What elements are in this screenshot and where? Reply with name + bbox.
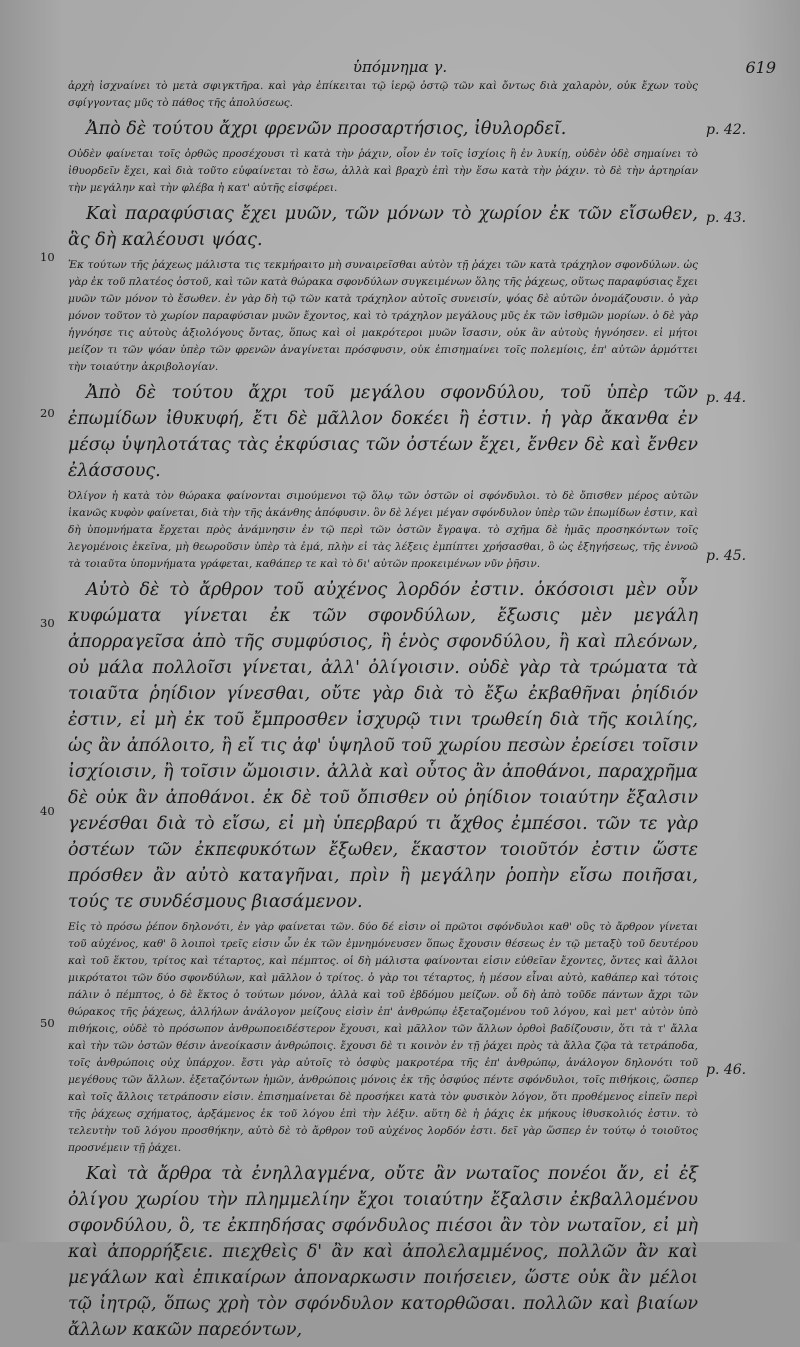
text-column	[68, 78, 698, 1347]
lemma-paragraph: Καὶ παραφύσιας ἔχει μυῶν, τῶν μόνων τὸ χωρίον ἐκ τῶν εἴσωθεν, ἃς δὴ καλέουσι ψόας.	[68, 204, 698, 250]
lemma-paragraph: Καὶ τὰ ἄρθρα τὰ ἐνηλλαγμένα, οὔτε ἂν νωταῖος πονέοι ἄν, εἰ ἐξ ὀλίγου χωρίου τὴν πλημμελίην ἔχοι τοιαύτην ἔξαλσιν ἐκβαλλομένου σφονδύλου, ὃ, τε ἐκπηδήσας σφόνδυλος πιέσοι ἂν τὸν νωταῖον, εἰ μὴ καὶ ἀπορρήξειε. πιεχθεὶς δ' ἂν καὶ ἀπολελαμμένος, πολλῶν ἂν καὶ μεγάλων καὶ ἐπικαίρων ἀποναρκωσιν ποιήσειεν, ὥστε οὐκ ἂν μέλοι τῷ ἰητρῷ, ὅπως χρὴ τὸν σφόνδυλον κατορθῶσαι. πολλῶν καὶ βιαίων ἄλλων κακῶν παρεόντων,	[68, 1164, 698, 1340]
page-number: 619	[745, 58, 776, 77]
margin-page-reference: p. 42.	[706, 122, 747, 138]
running-title: ὑπόμνημα γ.	[352, 58, 448, 76]
commentary-paragraph: Ἐκ τούτων τῆς ῥάχεως μάλιστα τις τεκμήραιτο μὴ συναιρεῖσθαι αὐτὸν τῇ ῥάχει τῶν κατὰ τράχηλον σφονδύλων. ὡς γὰρ ἐκ τοῦ πλατέος ὀστοῦ, καὶ τῶν κατὰ θώρακα σφονδύλων συγκειμένων ὅλης τῆς ῥάχεως, οὕτως παραφύσιας ἔχει μυῶν τῶν μόνον τὸ ἔσωθεν. ἐν γὰρ δὴ τῷ τῶν κατὰ τράχηλον αὐτοῖς συνεισίν, ψόας δὲ αὐτῶν ὀνομάζουσιν. ὁ γὰρ μόνον τοῦτον τὸ χωρίον παραφύσιαν μυῶν ἔχοντος, καὶ τὸ τράχηλον μεγάλους μῦς ἐκ τῶν ἰσθμῶν μορίων. ὁ δὲ γὰρ ἠγνόησε τις αὐτοὺς ἀξιολόγους ὄντας, ὅπως καὶ οἱ μακρότεροι μυῶν ἴσασιν, οὐκ ἂν αὐτοὺς ἠγνόησεν. εἰ μήτοι μείζον τι τῶν ψόαν ὑπὲρ τῶν φρενῶν ἀναγίνεται πρόσφυσιν, οὐκ ἐπισημαίνει τοῖς πολεμίοις, ἐπ' αὐτῶν ἁρμόττει τὴν τοιαύτην ἀκριβολογίαν.	[68, 259, 698, 373]
lemma-paragraph: Ἀπὸ δὲ τούτου ἄχρι φρενῶν προσαρτήσιος, ἰθυλορδεῖ.	[86, 119, 567, 139]
margin-page-reference: p. 44.	[706, 390, 747, 406]
lemma-paragraph: Ἀπὸ δὲ τούτου ἄχρι τοῦ μεγάλου σφονδύλου, τοῦ ὑπὲρ τῶν ἐπωμίδων ἰθυκυφή, ἔτι δὲ μᾶλλον δοκέει ἢ ἐστιν. ἡ γὰρ ἄκανθα ἐν μέσῳ ὑψηλοτάτας τὰς ἐκφύσιας τῶν ὀστέων ἔχει, ἔνθεν δὲ καὶ ἔνθεν ἐλάσσους.	[68, 383, 698, 481]
lemma-paragraph: Αὐτὸ δὲ τὸ ἄρθρον τοῦ αὐχένος λορδόν ἐστιν. ὁκόσοισι μὲν οὖν κυφώματα γίνεται ἐκ τῶν σφονδύλων, ἔξωσις μὲν μεγάλη ἀπορραγεῖσα ἀπὸ τῆς συμφύσιος, ἢ ἑνὸς σφονδύλου, ἢ καὶ πλεόνων, οὐ μάλα πολλοῖσι γίνεται, ἀλλ' ὀλίγοισιν. οὐδὲ γὰρ τὰ τρώματα τὰ τοιαῦτα ῥηίδιον γίνεσθαι, οὔτε γὰρ διὰ τὸ ἔξω ἐκβαθῆναι ῥηίδιόν ἐστιν, εἰ μὴ ἐκ τοῦ ἔμπροσθεν ἰσχυρῷ τινι τρωθείη διὰ τῆς κοιλίης, ὡς ἂν ἀπόλοιτο, ἢ εἴ τις ἀφ' ὑψηλοῦ τοῦ χωρίου πεσὼν ἐρείσει τοῖσιν ἰσχίοισιν, ἢ τοῖσιν ὤμοισιν. ἀλλὰ καὶ οὗτος ἂν ἀποθάνοι, παραχρῆμα δὲ οὐκ ἂν ἀποθάνοι. ἐκ δὲ τοῦ ὄπισθεν οὐ ῥηίδιον τοιαύτην ἔξαλσιν γενέσθαι διὰ τὸ εἴσω, εἰ μὴ ὑπερβαρύ τι ἄχθος ἐμπέσοι. τῶν τε γὰρ ὀστέων τῶν ἐκπεφυκότων ἔξωθεν, ἕκαστον τοιοῦτόν ἐστιν ὥστε πρόσθεν ἂν αὐτὸ καταγῆναι, πρὶν ἢ μεγάλην ῥοπὴν εἴσω ποιῆσαι, τούς τε συνδέσμους βιασάμενον.	[68, 580, 698, 912]
margin-page-reference: p. 45.	[706, 548, 747, 564]
margin-page-reference: p. 46.	[706, 1062, 747, 1078]
line-number: 10	[40, 250, 55, 264]
line-number: 20	[40, 406, 55, 420]
commentary-paragraph: Οὐδὲν φαίνεται τοῖς ὀρθῶς προσέχουσι τὶ κατὰ τὴν ῥάχιν, οἷον ἐν τοῖς ἰσχίοις ἢ ἐν λυκίῃ, οὐδὲν ὁδὲ σημαίνει τὸ ἰθυορδεῖν ἔχει, καὶ διὰ τοῦτο εὐφαίνεται τὸ ἔσω, ἀλλὰ καὶ βραχὺ ἐπὶ τὴν ἕσω κατὰ τὴν ῥάχιν. τὸ δὲ τὴν ἀρτηρίαν τὴν μεγάλην καὶ τὴν φλέβα ἡ κατ' αὐτῆς εἰσφέρει.	[68, 148, 698, 194]
line-number: 40	[40, 804, 55, 818]
commentary-paragraph: Εἰς τὸ πρόσω ῥέπον δηλονότι, ἐν γὰρ φαίνεται τῶν. δύο δέ εἰσιν οἱ πρῶτοι σφόνδυλοι καθ' οὓς τὸ ἄρθρον γίνεται τοῦ αὐχένος, καθ' ὃ λοιποὶ τρεῖς εἰσιν ὧν ἐκ τῶν ἐμνημόνευσεν ὅπως ἔχουσιν θέσεως ἐν τῷ μεταξὺ τοῦ δευτέρου καὶ τοῦ ἕκτου, τρίτος καὶ τέταρτος, καὶ πέμπτος. οἱ δὴ μάλιστα φαίνονται εἰσιν εὐθεῖαν ἔχοντες, ὄντες καὶ ἄλλοι μικρότατοι τῶν δύο σφονδύλων, καὶ μᾶλλον ὁ τρίτος. ὁ γὰρ τοι τέταρτος, ἡ μέσον εἶναι αὐτὸ, καθάπερ καὶ τότοις πάλιν ὁ πέμπτος, ὁ δὲ ἕκτος ὁ τούτων μόνον, ἀλλὰ καὶ τοῦ ἑβδόμου μείζων. οὗ δὴ ἀπὸ τοῦδε πάντων ἄχρι τῶν θώρακος τῆς ῥάχεως, ἀλλήλων ἀνάλογον μείζους εἰσὶν ἐπ' ἀνθρώπῳ ἐξεταζομένου τοῦ λόγου, καὶ μετ' αὐτὸν ὑπὸ πιθήκοις, οὐδὲ τὸ πρόσωπον ἀνθρωποειδέστερον ἔχουσι, καὶ μᾶλλον τῶν ἄλλων ὀρθοὶ βαδίζουσιν, ὅτι τὰ τ' ἄλλα καὶ τὴν τῶν ὀστῶν θέσιν ἀνεοίκασιν ἀνθρώποις. ἔχουσι δὲ τι κοινὸν ἐν τῇ ῥάχει πρὸς τὰ ἄλλα ζῷα τὰ τετράποδα, τοῖς ἀνθρώποις οὐχ ὑπάρχον. ἔστι γὰρ αὐτοῖς τὸ ὀσφὺς μακροτέρα τῆς ἐπ' ἀνθρώπῳ, ἀνάλογον δηλονότι τοῦ μεγέθους τῶν ἄλλων. ἐξεταζόντων ἡμῶν, ἀνθρώποις μόνοις ἐκ τῆς ὀσφύος πέντε σφόνδυλοι, τοῖς πιθήκοις, ὥσπερ καὶ τοῖς ἄλλοις τετράποσιν εἰσιν. ἐπισημαίνεται δὲ προσήκει κατὰ τὸν φυσικὸν λόγον, ὅτι προθέμενος εἰπεῖν περὶ τῆς ῥάχεως σχήματος, ἀρξάμενος ἐκ τοῦ λόγου ἐπὶ τὴν λέξιν. αὕτη δὲ ἡ ῥάχις ἐκ μήκους ἰθυσκολιός ἐστιν. τὸ τελευτὴν τοῦ λόγου προσθήκην, αὐτὸ δὲ τὸ ἄρθρον τοῦ αὐχένος λορδόν ἐστι. δεῖ γὰρ ὥσπερ ἐν τούτῳ ὁ τοιοῦτος προσνέμειν τῇ ῥάχει.	[68, 921, 698, 1154]
line-number: 30	[40, 616, 55, 630]
commentary-paragraph: ἀρχὴ ἰσχναίνει τὸ μετὰ σφιγκτῆρα. καὶ γὰρ ἐπίκειται τῷ ἱερῷ ὀστῷ τῶν καὶ ὄντως διὰ χαλαρὸν, οὐκ ἔχων τοὺς σφίγγοντας μῦς τὸ πάθος τῆς ἀπολύσεως.	[68, 80, 698, 109]
commentary-paragraph: Ὀλίγον ἡ κατὰ τὸν θώρακα φαίνονται σιμούμενοι τῷ ὅλῳ τῶν ὀστῶν οἱ σφόνδυλοι. τὸ δὲ ὄπισθεν μέρος αὐτῶν ἱκανῶς κυφὸν φαίνεται, διὰ τὴν τῆς ἀκάνθης ἀπόφυσιν. ὃν δὲ λέγει μέγαν σφόνδυλον ὑπὲρ τῶν ἐπωμίδων ἐστιν, καὶ δὴ ὑπομνήματα ἔρχεται πρὸς ἀνάμνησιν ἐν τῷ περὶ τῶν ὀστῶν ἔγραψα. τὸ σχῆμα δὲ ἡμᾶς προσηκόντων τοῖς λεγομένοις ἐκεῖνα, μὴ θεωροῦσιν ὑπὲρ τὰ ἐμά, πλὴν εἰ τὰς λέξεις ἐμπίπτει χρήσασθαι, ὃ ὡς ἐξηγήσεως, τῆς ἐννοῶ τὰ τοιαῦτα ὑπομνήματα γράφεται, καθάπερ τε καὶ τὸ δι' αὐτῶν προκειμένων νῦν ῥῆσιν.	[68, 490, 698, 570]
line-number: 50	[40, 1016, 55, 1030]
margin-page-reference: p. 43.	[706, 210, 747, 226]
